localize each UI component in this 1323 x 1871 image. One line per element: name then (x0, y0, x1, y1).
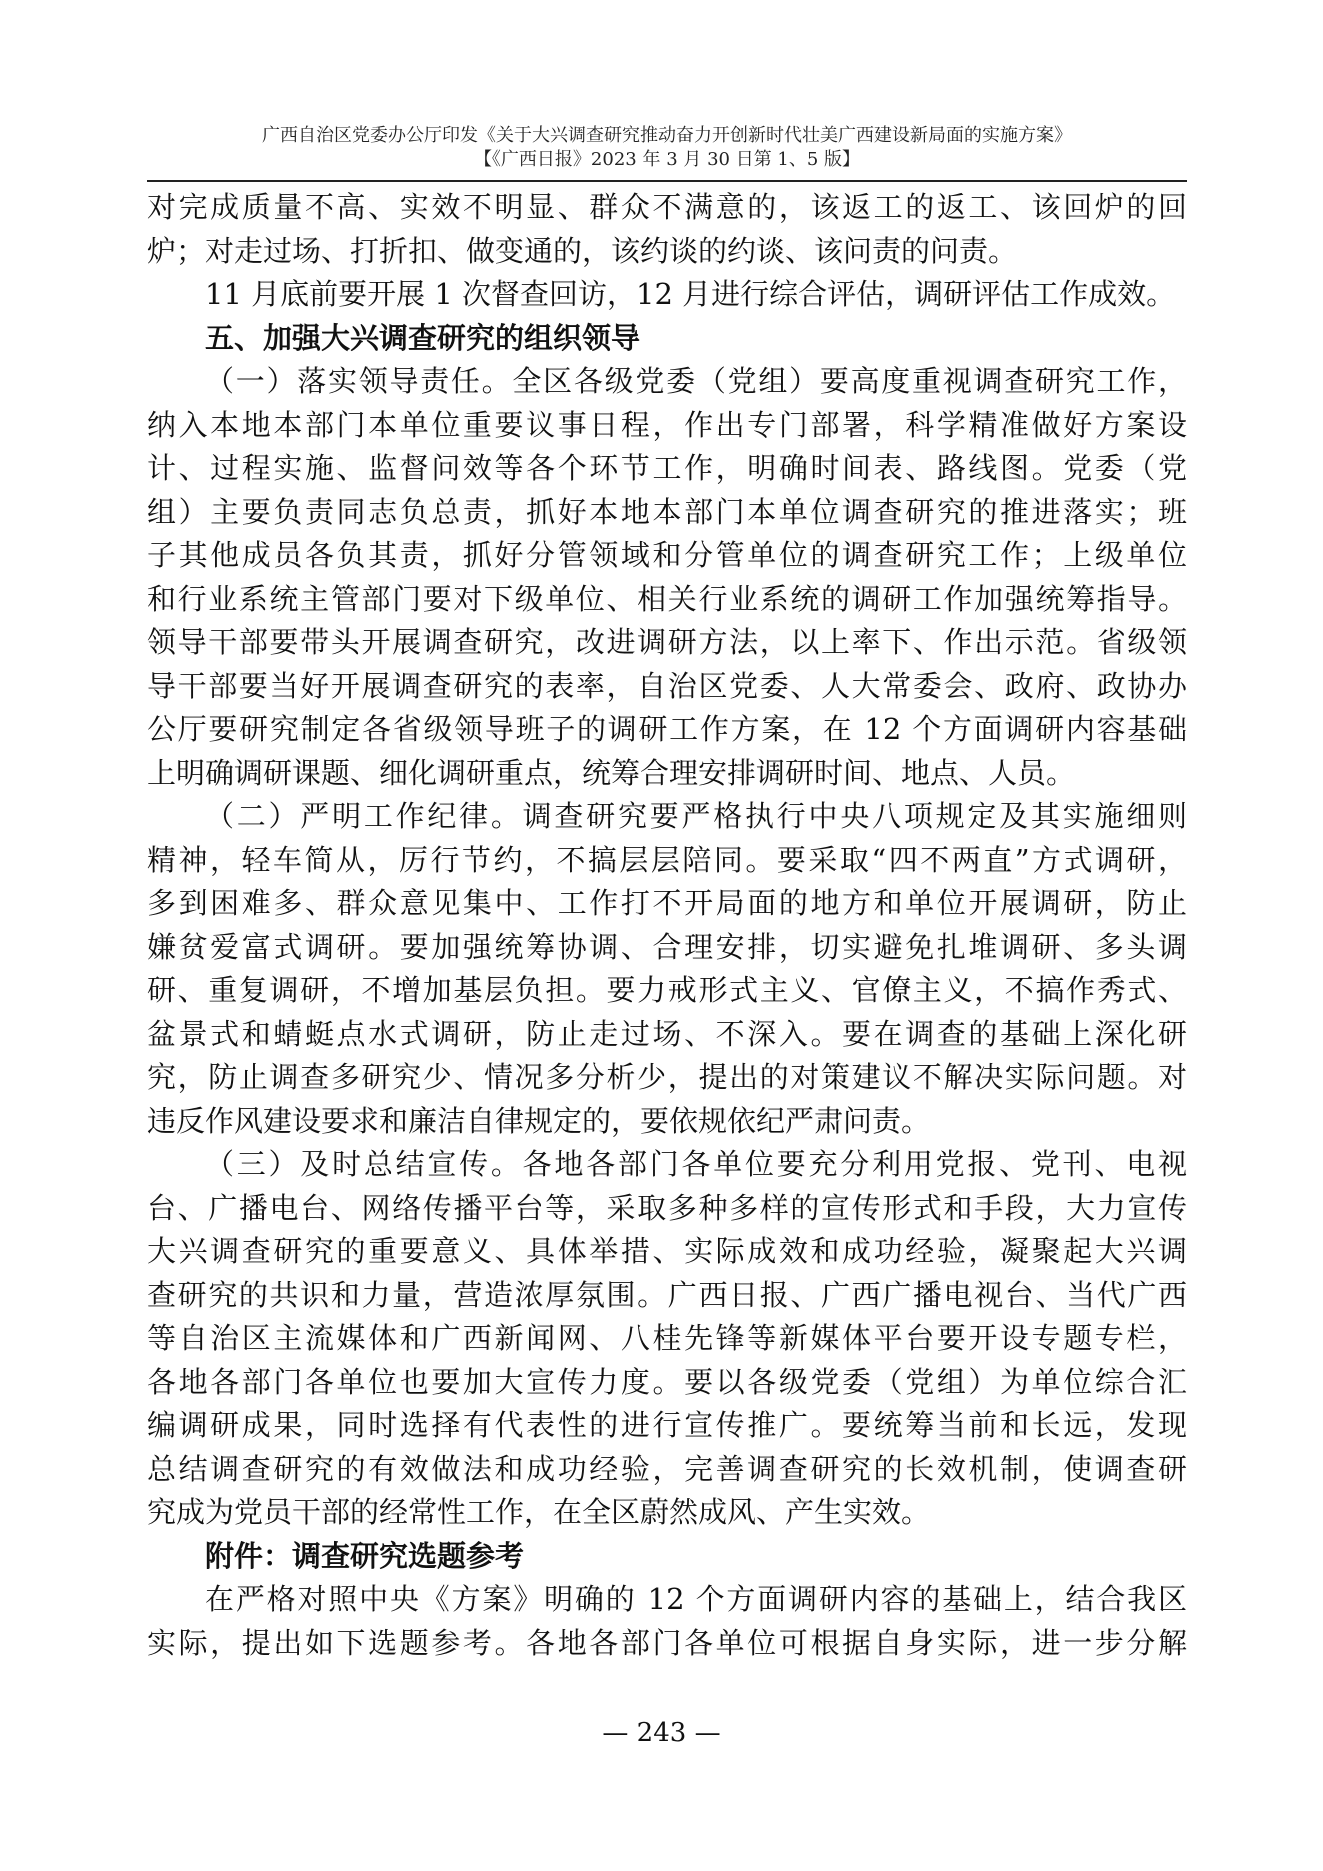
header-divider (147, 180, 1187, 182)
body-line: 和行业系统主管部门要对下级单位、相关行业系统的调研工作加强统筹指导。 (147, 581, 1187, 616)
body-line: 在严格对照中央《方案》明确的 12 个方面调研内容的基础上，结合我区 (205, 1582, 1187, 1616)
body-line: 公厅要研究制定各省级领导班子的调研工作方案，在 12 个方面调研内容基础 (147, 712, 1187, 746)
body-line: 究成为党员干部的经常性工作，在全区蔚然成风、产生实效。 (147, 1495, 931, 1529)
body-line: 导干部要当好开展调查研究的表率，自治区党委、人大常委会、政府、政协办 (147, 668, 1187, 703)
body-line: 各地各部门各单位也要加大宣传力度。要以各级党委（党组）为单位综合汇 (147, 1364, 1187, 1399)
body-line: 研、重复调研，不增加基层负担。要力戒形式主义、官僚主义，不搞作秀式、 (147, 973, 1187, 1007)
body-line: 究，防止调查多研究少、情况多分析少，提出的对策建议不解决实际问题。对 (147, 1060, 1187, 1094)
body-line: 查研究的共识和力量，营造浓厚氛围。广西日报、广西广播电视台、当代广西 (147, 1277, 1187, 1312)
body-line: 11 月底前要开展 1 次督查回访，12 月进行综合评估，调研评估工作成效。 (205, 277, 1176, 311)
header-source: 【《广西日报》2023 年 3 月 30 日第 1、5 版】 (473, 149, 861, 170)
section-heading: 五、加强大兴调查研究的组织领导 (205, 320, 641, 355)
body-line: 纳入本地本部门本单位重要议事日程，作出专门部署，科学精准做好方案设 (147, 407, 1187, 442)
body-line: 嫌贫爱富式调研。要加强统筹协调、合理安排，切实避免扎堆调研、多头调 (147, 929, 1187, 964)
body-line: 领导干部要带头开展调查研究，改进调研方法，以上率下、作出示范。省级领 (147, 625, 1187, 659)
body-text (147, 186, 1187, 1665)
body-line: 炉；对走过场、打折扣、做变通的，该约谈的约谈、该问责的问责。 (147, 233, 1018, 268)
body-line: 子其他成员各负其责，抓好分管领域和分管单位的调查研究工作；上级单位 (147, 538, 1187, 572)
running-header (147, 124, 1187, 172)
body-line: 对完成质量不高、实效不明显、群众不满意的，该返工的返工、该回炉的回 (147, 190, 1187, 224)
body-line: 台、广播电台、网络传播平台等，采取多种多样的宣传形式和手段，大力宣传 (147, 1190, 1187, 1225)
appendix-heading: 附件：调查研究选题参考 (205, 1538, 525, 1573)
page-number: — 243 — (602, 1718, 721, 1748)
body-line: （一）落实领导责任。全区各级党委（党组）要高度重视调查研究工作， (205, 364, 1187, 398)
body-line: 上明确调研课题、细化调研重点，统筹合理安排调研时间、地点、人员。 (147, 755, 1076, 790)
body-line: 违反作风建设要求和廉洁自律规定的，要依规依纪严肃问责。 (147, 1103, 931, 1138)
body-line: （二）严明工作纪律。调查研究要严格执行中央八项规定及其实施细则 (205, 799, 1187, 833)
body-line: 精神，轻车简从，厉行节约，不搞层层陪同。要采取“四不两直”方式调研， (147, 842, 1187, 877)
body-line: 等自治区主流媒体和广西新闻网、八桂先锋等新媒体平台要开设专题专栏， (147, 1321, 1187, 1355)
body-line: 大兴调查研究的重要意义、具体举措、实际成效和成功经验，凝聚起大兴调 (147, 1234, 1187, 1268)
body-line: 编调研成果，同时选择有代表性的进行宣传推广。要统筹当前和长远，发现 (147, 1408, 1187, 1442)
body-line: 盆景式和蜻蜓点水式调研，防止走过场、不深入。要在调查的基础上深化研 (147, 1016, 1187, 1051)
body-line: 多到困难多、群众意见集中、工作打不开局面的地方和单位开展调研，防止 (147, 886, 1187, 920)
body-line: 总结调查研究的有效做法和成功经验，完善调查研究的长效机制，使调查研 (147, 1451, 1187, 1486)
body-line: 实际，提出如下选题参考。各地各部门各单位可根据自身实际，进一步分解 (147, 1625, 1187, 1660)
body-line: （三）及时总结宣传。各地各部门各单位要充分利用党报、党刊、电视 (205, 1147, 1187, 1181)
body-line: 组）主要负责同志负总责，抓好本地本部门本单位调查研究的推进落实；班 (147, 494, 1187, 529)
header-title: 广西自治区党委办公厅印发《关于大兴调查研究推动奋力开创新时代壮美广西建设新局面的实施方案》 (262, 125, 1072, 146)
body-line: 计、过程实施、监督问效等各个环节工作，明确时间表、路线图。党委（党 (147, 451, 1187, 485)
